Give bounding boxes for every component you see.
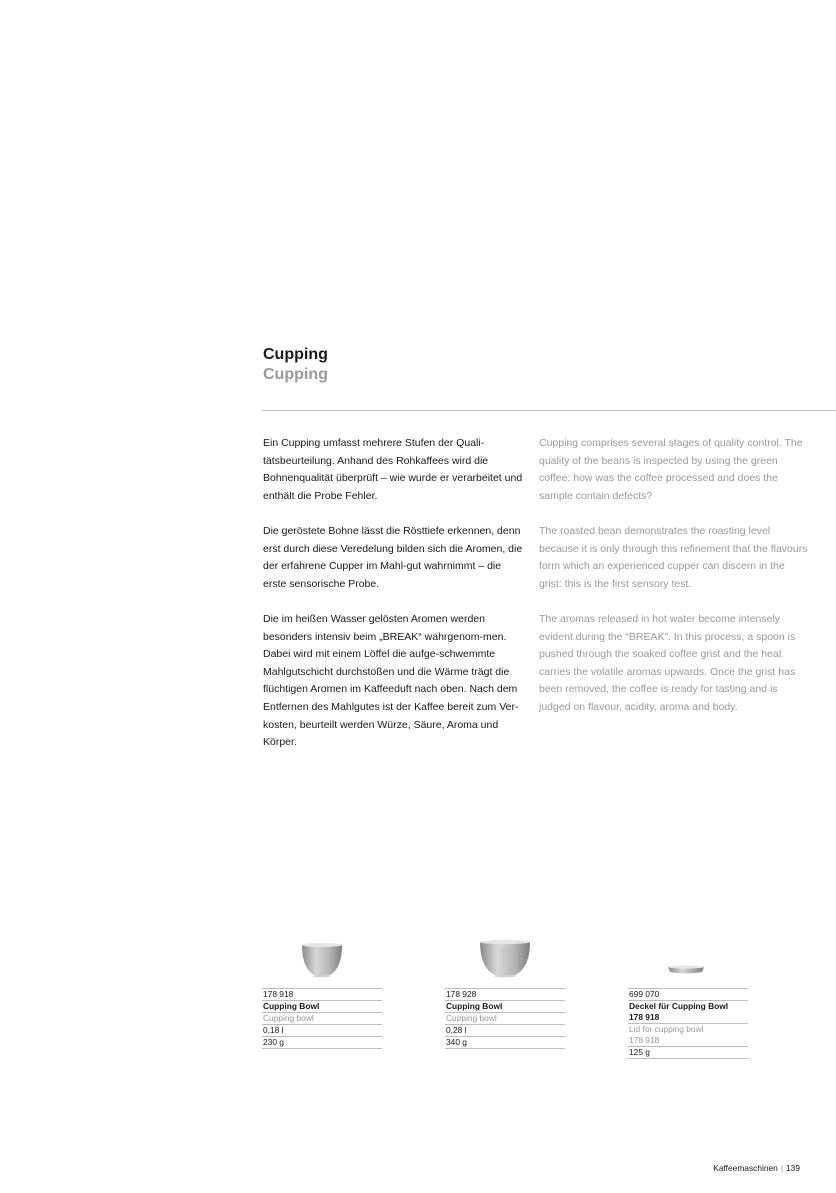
product-reference-de: 178 918 [628,1012,748,1024]
product-reference-en: 178 918 [628,1035,748,1047]
product-weight: 125 g [628,1047,748,1059]
paragraph-de-1: Ein Cupping umfasst mehrere Stufen der Quali-tätsbeurteilung. Anhand des Rohkaffees wird die Bohnenqualität überprüft – wie wurde er verarbeitet und enthält die Probe Fehler. [263,437,523,502]
paragraph-de-2: Die geröstete Bohne lässt die Rösttiefe erkennen, denn erst durch diese Veredelung bilden sich die Aromen, die der erfahrene Cupper im Mahl-gut wahrnimmt – die erste sensorische Probe. [263,524,523,590]
product-number: 178 928 [445,988,565,1001]
product-weight: 340 g [445,1037,565,1049]
lid-image [628,930,748,988]
heading-divider [262,410,836,411]
product-small-cupping-bowl [262,930,382,1049]
paragraph-en-1: Cupping comprises several stages of quality control. The quality of the beans is inspected by using the green coffee: how was the coffee processed and does the sample contain defects? [539,437,803,502]
page-footer [713,1163,800,1173]
product-weight: 230 g [262,1037,382,1049]
product-name-en: Cupping bowl [445,1013,565,1025]
product-name-de: Cupping Bowl [262,1001,382,1013]
heading-en: Cupping [263,366,328,383]
paragraph-de-3: Die im heißen Wasser gelösten Aromen werden besonders intensiv beim „BREAK“ wahrgenom-men. Dabei wird mit einem Löffel die aufge-schwemmte Mahlgutschicht durchstoßen und die Wärme trägt die flüchtigen Aromen im Kaffeeduft nach oben. Nach dem Entfernen des Mahlgutes ist der Kaffee bereit zum Ver-kosten, beurteilt werden Würze, Säure, Aroma und Körper. [263,612,519,749]
text-column-english [539,435,809,734]
page-number: 139 [786,1163,800,1173]
product-number: 699 070 [628,988,748,1001]
product-number: 178 918 [262,988,382,1001]
paragraph-en-3: The aromas released in hot water become intensely evident during the “BREAK”. In this process, a spoon is pushed through the soaked coffee grist and the heat carries the volatile aromas upwards. Once the grist has been removed, the coffee is ready for tasting and is judged on flavour, acidity, aroma and body. [539,612,796,713]
product-lid [628,930,748,1059]
text-column-german [263,435,525,769]
product-large-cupping-bowl [445,930,565,1049]
product-volume: 0,18 l [262,1025,382,1037]
product-name-de: Cupping Bowl [445,1001,565,1013]
small-cupping-bowl-image [262,930,382,988]
large-cupping-bowl-image [445,930,565,988]
product-name-de: Deckel für Cupping Bowl [629,1001,729,1011]
paragraph-en-2: The roasted bean demonstrates the roasting level because it is only through this refinement that the flavours form which an experienced cupper can discern in the grist: this is the first sensory test. [539,524,808,590]
product-name-en: Cupping bowl [262,1013,382,1025]
footer-section: Kaffeemaschinen [713,1163,778,1173]
heading-de: Cupping [263,346,328,363]
product-volume: 0,28 l [445,1025,565,1037]
product-name-en: Lid for cupping bowl [629,1024,704,1034]
footer-separator: | [780,1163,784,1173]
